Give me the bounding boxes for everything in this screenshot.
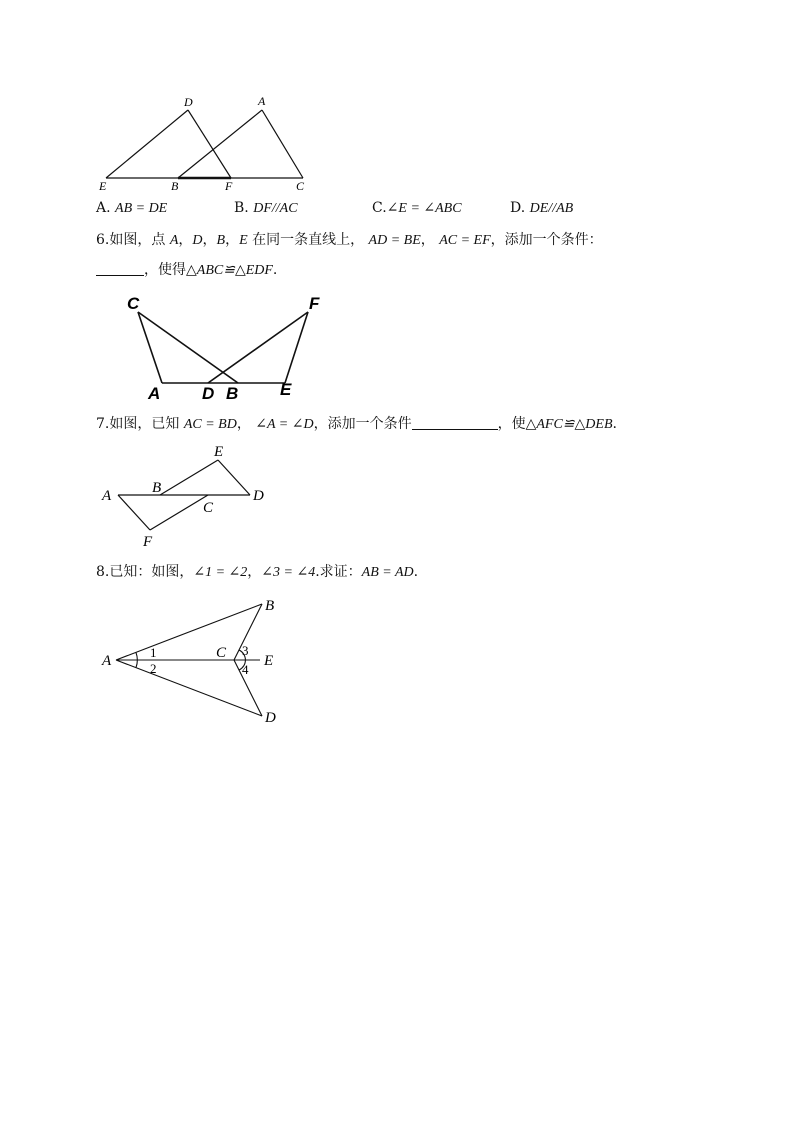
segment-ed — [106, 110, 188, 178]
segment-ed — [218, 460, 250, 495]
segment-af — [118, 495, 150, 530]
segment-ac — [262, 110, 303, 178]
q8-diagram — [100, 594, 300, 728]
segment-fe — [285, 312, 308, 383]
label-a: A — [148, 384, 161, 403]
option-d: D. DE//AB — [510, 200, 574, 216]
q8-figure — [100, 594, 300, 728]
q5-figure — [96, 92, 316, 194]
q8-text: 8.已知：如图，∠1 = ∠2，∠3 = ∠4.求证：AB = AD. — [96, 564, 419, 580]
label-a: A — [102, 653, 112, 669]
label-c: C — [127, 294, 140, 313]
q6-text-line2: ，使得△ABC≌△EDF. — [96, 260, 277, 281]
label-c: C — [216, 645, 227, 661]
q7-diagram — [98, 442, 278, 550]
q6-answer-blank[interactable] — [96, 261, 144, 276]
label-b: B — [171, 179, 179, 193]
q6-figure — [120, 292, 340, 404]
label-e: E — [99, 179, 107, 193]
angle-label-4: 4 — [242, 662, 249, 677]
label-c: C — [203, 500, 214, 516]
q6-text-line1: 6.如图，点 A，D，B，E 在同一条直线上， AD = BE， AC = EF，添加一个条件： — [96, 232, 603, 248]
q5-diagram — [96, 92, 316, 194]
label-a: A — [258, 94, 266, 108]
angle-label-2: 2 — [150, 661, 157, 676]
segment-be — [160, 460, 218, 495]
label-f: F — [309, 294, 320, 313]
label-e: E — [280, 380, 292, 399]
label-e: E — [264, 653, 274, 669]
angle-label-1: 1 — [150, 645, 157, 660]
label-d: D — [253, 488, 264, 504]
label-f: F — [143, 534, 153, 550]
q7-answer-blank[interactable] — [412, 415, 498, 430]
q7-figure — [98, 442, 278, 550]
segment-ad — [116, 660, 262, 716]
segment-df — [188, 110, 231, 178]
angle-label-3: 3 — [242, 643, 249, 658]
label-b: B — [152, 480, 162, 496]
option-b: B. DF//AC — [234, 200, 298, 216]
label-c: C — [296, 179, 305, 193]
segment-fc — [150, 495, 208, 530]
segment-ba — [178, 110, 262, 178]
label-d: D — [202, 384, 215, 403]
segment-ab — [116, 604, 262, 660]
label-d: D — [184, 95, 193, 109]
label-a: A — [102, 488, 112, 504]
option-a: A. AB = DE — [96, 200, 168, 216]
label-f: F — [225, 179, 233, 193]
label-b: B — [226, 384, 239, 403]
segment-fd — [208, 312, 308, 383]
label-d: D — [265, 710, 276, 726]
option-c: C.∠E = ∠ABC — [372, 200, 462, 216]
q6-diagram — [120, 292, 340, 404]
segment-ca — [138, 312, 162, 383]
q7-text: 7.如图，已知 AC = BD， ∠A = ∠D，添加一个条件 ，使△AFC≌△DEB. — [96, 416, 617, 432]
label-e: E — [214, 444, 224, 460]
label-b: B — [265, 598, 275, 614]
